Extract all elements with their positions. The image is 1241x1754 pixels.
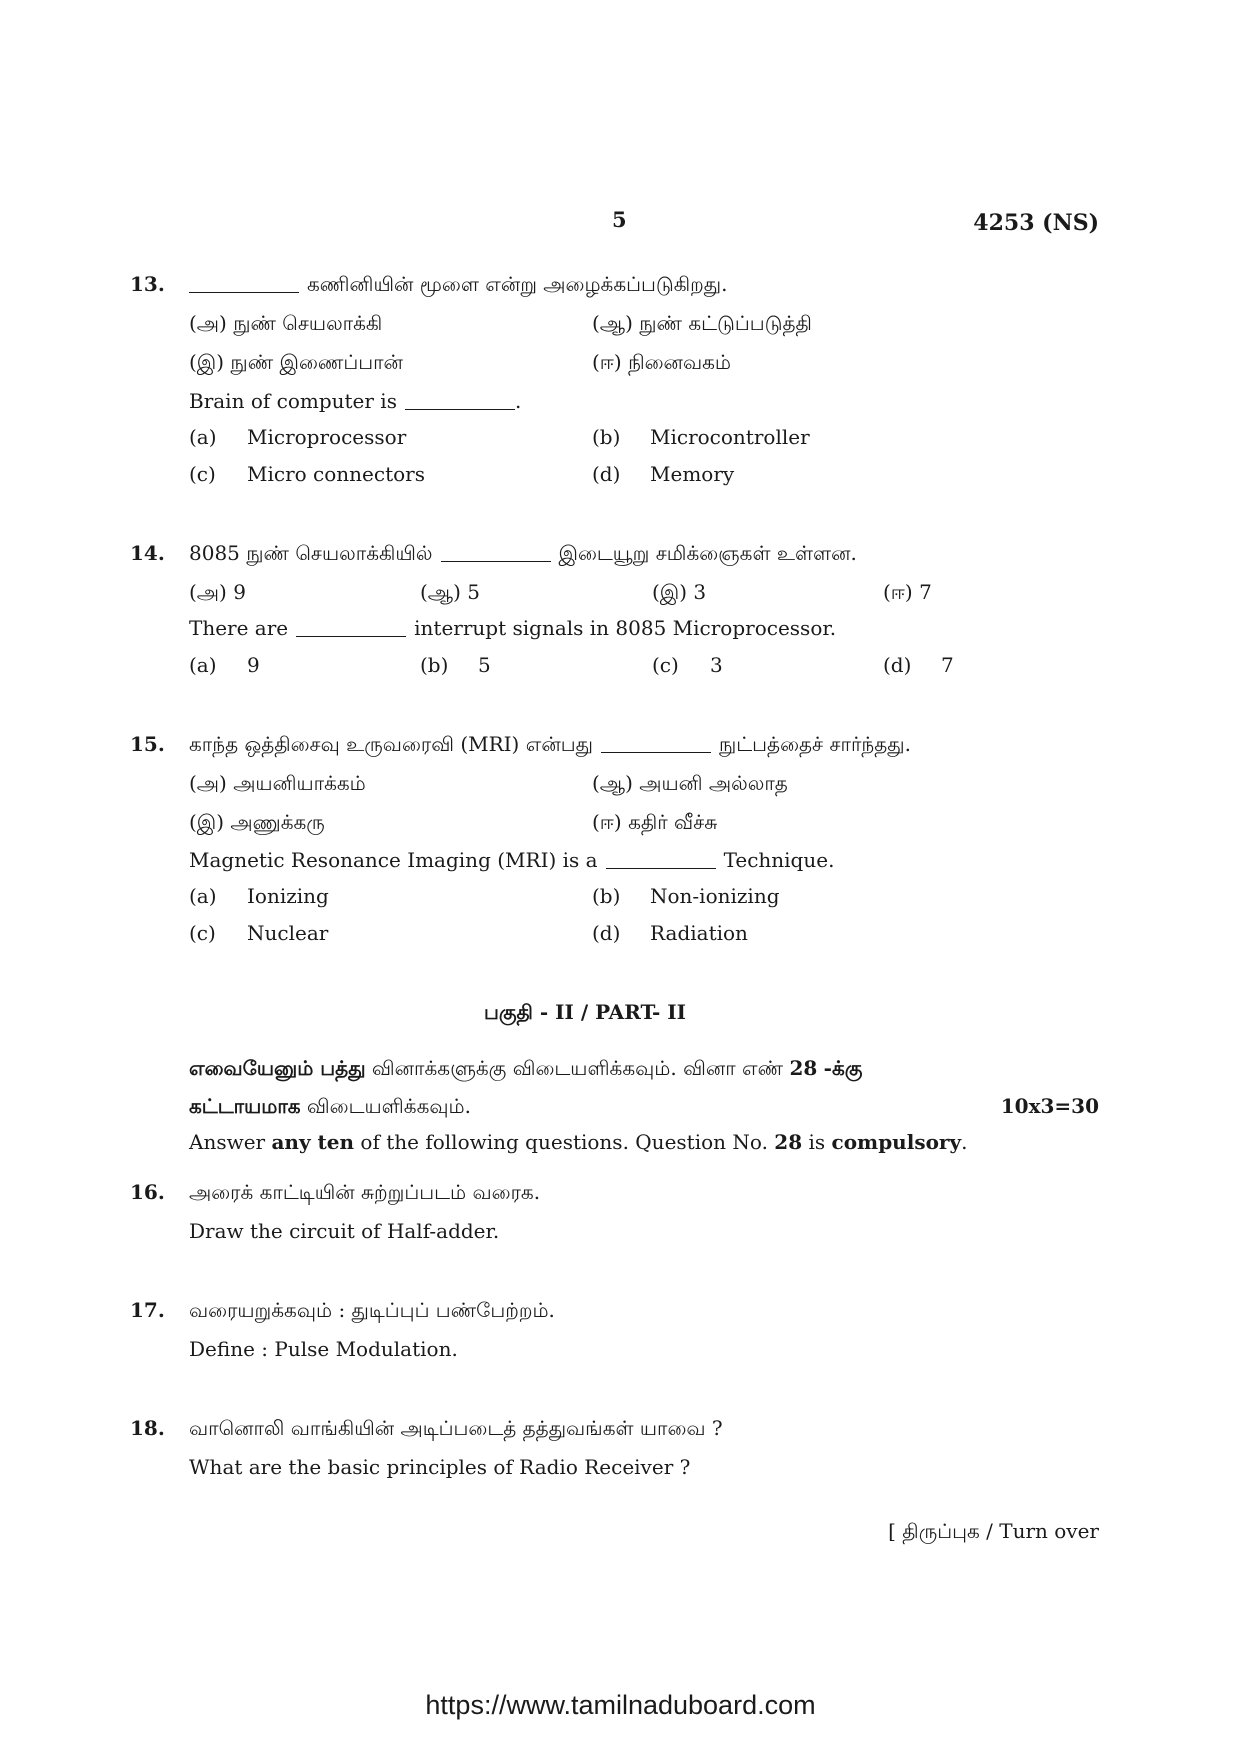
- answer-blank: [405, 409, 515, 410]
- english-option-c: (c) 3: [652, 653, 723, 677]
- english-option-b: (b) Microcontroller: [592, 425, 810, 449]
- english-question: There are interrupt signals in 8085 Microprocessor.: [189, 616, 837, 640]
- english-option-b: (b) 5: [420, 653, 491, 677]
- tamil-option-c: (இ) 3: [652, 580, 707, 604]
- instruction-tamil-line1: எவையேனும் பத்து வினாக்களுக்கு விடையளிக்கவும். வினா எண் 28 -க்கு: [189, 1056, 863, 1080]
- question-number: 13.: [130, 272, 165, 296]
- tamil-option-b: (ஆ) 5: [420, 580, 480, 604]
- answer-blank: [441, 561, 551, 562]
- tamil-option-d: (ஈ) நினைவகம்: [592, 350, 731, 374]
- english-question: Define : Pulse Modulation.: [189, 1337, 458, 1361]
- source-url[interactable]: https://www.tamilnaduboard.com: [425, 1690, 816, 1720]
- question-number: 15.: [130, 732, 165, 756]
- tamil-question: வரையறுக்கவும் : துடிப்புப் பண்பேற்றம்.: [189, 1298, 555, 1322]
- instruction-tamil-line2: கட்டாயமாக விடையளிக்கவும்.: [189, 1094, 471, 1118]
- answer-blank: [601, 752, 711, 753]
- english-question: Magnetic Resonance Imaging (MRI) is a Technique.: [189, 848, 835, 872]
- tamil-option-d: (ஈ) 7: [883, 580, 932, 604]
- tamil-option-b: (ஆ) அயனி அல்லாத: [592, 771, 788, 795]
- turn-over-note: [ திருப்புக / Turn over: [888, 1519, 1099, 1543]
- english-option-a: (a) 9: [189, 653, 260, 677]
- english-option-c: (c) Nuclear: [189, 921, 329, 945]
- tamil-option-c: (இ) நுண் இணைப்பான்: [189, 350, 403, 374]
- english-question: Brain of computer is .: [189, 389, 522, 413]
- english-option-a: (a) Ionizing: [189, 884, 329, 908]
- tamil-option-a: (அ) நுண் செயலாக்கி: [189, 311, 383, 335]
- paper-code: 4253 (NS): [973, 210, 1099, 236]
- tamil-question: கணினியின் மூளை என்று அழைக்கப்படுகிறது.: [189, 272, 727, 299]
- tamil-question: காந்த ஒத்திசைவு உருவரைவி (MRI) என்பது நுட்பத்தைச் சார்ந்தது.: [189, 732, 911, 756]
- english-option-d: (d) Radiation: [592, 921, 748, 945]
- english-option-d: (d) Memory: [592, 462, 735, 486]
- answer-blank: [189, 292, 299, 293]
- question-number: 14.: [130, 541, 165, 565]
- tamil-option-c: (இ) அணுக்கரு: [189, 810, 325, 834]
- tamil-question: 8085 நுண் செயலாக்கியில் இடையூறு சமிக்ஞைகள் உள்ளன.: [189, 541, 857, 565]
- marks-allocation: 10x3=30: [1000, 1094, 1099, 1118]
- tamil-option-a: (அ) அயனியாக்கம்: [189, 771, 366, 795]
- instruction-english: Answer any ten of the following questions. Question No. 28 is compulsory.: [189, 1130, 968, 1154]
- english-option-d: (d) 7: [883, 653, 954, 677]
- question-number: 18.: [130, 1416, 165, 1440]
- english-option-c: (c) Micro connectors: [189, 462, 425, 486]
- english-question: Draw the circuit of Half-adder.: [189, 1219, 500, 1243]
- question-number: 17.: [130, 1298, 165, 1322]
- tamil-question: அரைக் காட்டியின் சுற்றுப்படம் வரைக.: [189, 1180, 541, 1204]
- tamil-option-a: (அ) 9: [189, 580, 246, 604]
- tamil-question: வானொலி வாங்கியின் அடிப்படைத் தத்துவங்கள் யாவை ?: [189, 1416, 723, 1440]
- english-option-b: (b) Non-ionizing: [592, 884, 780, 908]
- tamil-option-b: (ஆ) நுண் கட்டுப்படுத்தி: [592, 311, 812, 335]
- page-number: 5: [612, 207, 627, 232]
- part-heading: பகுதி - II / PART- II: [484, 1000, 687, 1024]
- tamil-option-d: (ஈ) கதிர் வீச்சு: [592, 810, 718, 834]
- english-question: What are the basic principles of Radio Receiver ?: [189, 1455, 691, 1479]
- question-number: 16.: [130, 1180, 165, 1204]
- answer-blank: [296, 636, 406, 637]
- answer-blank: [606, 868, 716, 869]
- english-option-a: (a) Microprocessor: [189, 425, 407, 449]
